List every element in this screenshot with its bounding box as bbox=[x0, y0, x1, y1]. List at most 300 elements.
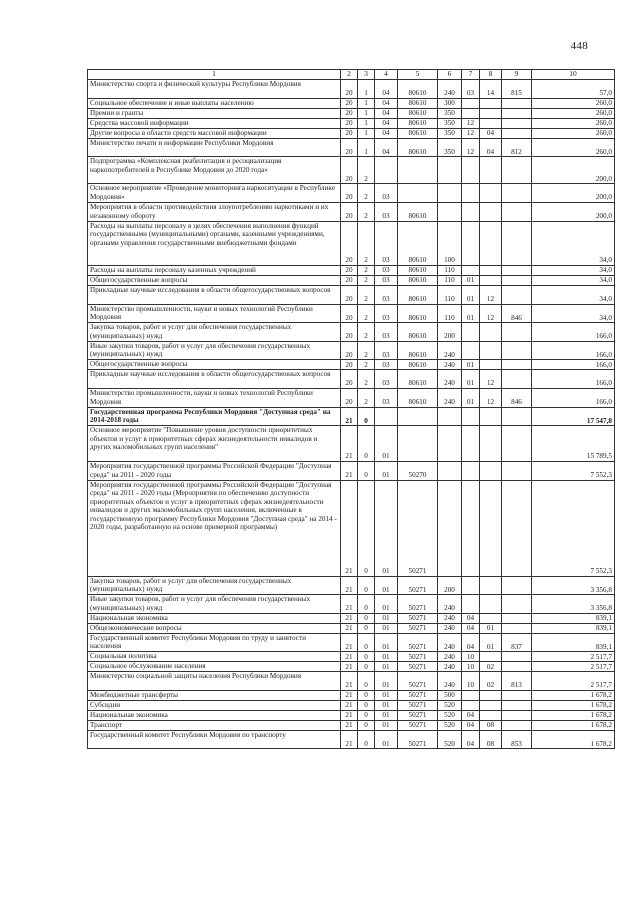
amount-cell: 200,0 bbox=[532, 157, 615, 184]
row-name-cell: Иные закупки товаров, работ и услуг для обеспечения государственных (муниципальных) нужд bbox=[88, 341, 341, 360]
code-cell-c4: 03 bbox=[375, 388, 398, 407]
code-cell-c9: 853 bbox=[502, 730, 532, 749]
code-cell-c4: 03 bbox=[375, 184, 398, 203]
column-header: 6 bbox=[438, 70, 462, 80]
code-cell-c9 bbox=[502, 108, 532, 118]
amount-cell: 57,0 bbox=[532, 80, 615, 99]
code-cell-c3: 2 bbox=[358, 275, 375, 285]
code-cell-c3: 2 bbox=[358, 184, 375, 203]
code-cell-c6: 240 bbox=[438, 595, 462, 614]
code-cell-c9 bbox=[502, 157, 532, 184]
code-cell-c9: 837 bbox=[502, 633, 532, 652]
code-cell-c5: 50271 bbox=[398, 480, 438, 576]
code-cell-c9: 813 bbox=[502, 672, 532, 691]
code-cell-c9: 812 bbox=[502, 138, 532, 157]
code-cell-c2: 20 bbox=[341, 304, 358, 323]
code-cell-c6: 110 bbox=[438, 304, 462, 323]
code-cell-c8 bbox=[480, 480, 502, 576]
code-cell-c3: 0 bbox=[358, 700, 375, 710]
code-cell-c6: 110 bbox=[438, 265, 462, 275]
code-cell-c2: 21 bbox=[341, 700, 358, 710]
code-cell-c4: 03 bbox=[375, 370, 398, 389]
table-row bbox=[88, 138, 615, 157]
code-cell-c7 bbox=[462, 157, 480, 184]
code-cell-c6 bbox=[438, 157, 462, 184]
code-cell-c2: 21 bbox=[341, 461, 358, 480]
code-cell-c4: 04 bbox=[375, 80, 398, 99]
code-cell-c4: 01 bbox=[375, 720, 398, 730]
code-cell-c8 bbox=[480, 275, 502, 285]
table-row bbox=[88, 108, 615, 118]
code-cell-c7: 12 bbox=[462, 118, 480, 128]
code-cell-c5: 50271 bbox=[398, 613, 438, 623]
table-row bbox=[88, 480, 615, 576]
code-cell-c7: 01 bbox=[462, 275, 480, 285]
code-cell-c8: 12 bbox=[480, 285, 502, 304]
code-cell-c2: 21 bbox=[341, 690, 358, 700]
code-cell-c3: 1 bbox=[358, 108, 375, 118]
row-name-cell: Расходы на выплаты персоналу казенных учреждений bbox=[88, 265, 341, 275]
code-cell-c3: 0 bbox=[358, 633, 375, 652]
table-row bbox=[88, 98, 615, 108]
row-name-cell: Прикладные научные исследования в области общегосударственных вопросов bbox=[88, 370, 341, 389]
table-row bbox=[88, 461, 615, 480]
code-cell-c8: 04 bbox=[480, 128, 502, 138]
code-cell-c4: 04 bbox=[375, 118, 398, 128]
code-cell-c9 bbox=[502, 265, 532, 275]
code-cell-c4: 03 bbox=[375, 360, 398, 370]
code-cell-c4: 01 bbox=[375, 652, 398, 662]
code-cell-c2: 21 bbox=[341, 480, 358, 576]
code-cell-c7 bbox=[462, 461, 480, 480]
code-cell-c6: 350 bbox=[438, 118, 462, 128]
code-cell-c2: 21 bbox=[341, 710, 358, 720]
code-cell-c5 bbox=[398, 407, 438, 426]
code-cell-c3: 0 bbox=[358, 672, 375, 691]
code-cell-c2: 20 bbox=[341, 157, 358, 184]
code-cell-c7 bbox=[462, 323, 480, 342]
code-cell-c3: 2 bbox=[358, 360, 375, 370]
code-cell-c7 bbox=[462, 480, 480, 576]
code-cell-c9 bbox=[502, 184, 532, 203]
code-cell-c5: 50271 bbox=[398, 700, 438, 710]
row-name-cell: Государственный комитет Республики Мордовия по транспорту bbox=[88, 730, 341, 749]
code-cell-c6: 500 bbox=[438, 690, 462, 700]
code-cell-c5: 80610 bbox=[398, 138, 438, 157]
code-cell-c8: 08 bbox=[480, 730, 502, 749]
budget-table bbox=[87, 69, 615, 749]
amount-cell: 15 789,5 bbox=[532, 426, 615, 462]
code-cell-c3: 0 bbox=[358, 426, 375, 462]
code-cell-c4 bbox=[375, 157, 398, 184]
row-name-cell: Мероприятия в области противодействия злоупотреблению наркотиками и их незаконному обороту bbox=[88, 202, 341, 221]
code-cell-c6: 240 bbox=[438, 341, 462, 360]
code-cell-c8 bbox=[480, 108, 502, 118]
code-cell-c3: 1 bbox=[358, 128, 375, 138]
code-cell-c6 bbox=[438, 461, 462, 480]
code-cell-c7 bbox=[462, 690, 480, 700]
column-header: 4 bbox=[375, 70, 398, 80]
code-cell-c5: 50271 bbox=[398, 652, 438, 662]
row-name-cell: Транспорт bbox=[88, 720, 341, 730]
code-cell-c4: 01 bbox=[375, 662, 398, 672]
amount-cell: 839,1 bbox=[532, 633, 615, 652]
code-cell-c6: 110 bbox=[438, 275, 462, 285]
amount-cell: 3 356,8 bbox=[532, 576, 615, 595]
code-cell-c4 bbox=[375, 407, 398, 426]
amount-cell: 34,0 bbox=[532, 304, 615, 323]
code-cell-c7 bbox=[462, 221, 480, 265]
code-cell-c6: 100 bbox=[438, 221, 462, 265]
table-body bbox=[88, 80, 615, 749]
code-cell-c4: 04 bbox=[375, 128, 398, 138]
code-cell-c9 bbox=[502, 710, 532, 720]
code-cell-c9 bbox=[502, 128, 532, 138]
code-cell-c3: 0 bbox=[358, 690, 375, 700]
code-cell-c3: 2 bbox=[358, 221, 375, 265]
code-cell-c8 bbox=[480, 576, 502, 595]
table-row bbox=[88, 407, 615, 426]
table-row bbox=[88, 323, 615, 342]
amount-cell: 260,0 bbox=[532, 108, 615, 118]
code-cell-c4: 01 bbox=[375, 480, 398, 576]
amount-cell: 1 678,2 bbox=[532, 720, 615, 730]
code-cell-c8: 12 bbox=[480, 370, 502, 389]
row-name-cell: Закупка товаров, работ и услуг для обеспечения государственных (муниципальных) нужд bbox=[88, 576, 341, 595]
code-cell-c8 bbox=[480, 157, 502, 184]
code-cell-c5: 80610 bbox=[398, 221, 438, 265]
code-cell-c7: 10 bbox=[462, 662, 480, 672]
row-name-cell: Закупка товаров, работ и услуг для обеспечения государственных (муниципальных) нужд bbox=[88, 323, 341, 342]
amount-cell: 2 517,7 bbox=[532, 662, 615, 672]
code-cell-c5 bbox=[398, 184, 438, 203]
code-cell-c7: 12 bbox=[462, 138, 480, 157]
code-cell-c4: 04 bbox=[375, 98, 398, 108]
row-name-cell: Прикладные научные исследования в области общегосударственных вопросов bbox=[88, 285, 341, 304]
table-row bbox=[88, 360, 615, 370]
code-cell-c2: 21 bbox=[341, 576, 358, 595]
code-cell-c8 bbox=[480, 690, 502, 700]
code-cell-c5: 80610 bbox=[398, 265, 438, 275]
amount-cell: 1 678,2 bbox=[532, 700, 615, 710]
row-name-cell: Мероприятия государственной программы Российской Федерации "Доступная среда" на 2011 - 2020 годы bbox=[88, 461, 341, 480]
code-cell-c5: 80610 bbox=[398, 323, 438, 342]
amount-cell: 1 678,2 bbox=[532, 690, 615, 700]
code-cell-c9 bbox=[502, 461, 532, 480]
column-header: 9 bbox=[502, 70, 532, 80]
code-cell-c7: 01 bbox=[462, 360, 480, 370]
amount-cell: 200,0 bbox=[532, 202, 615, 221]
code-cell-c6 bbox=[438, 426, 462, 462]
code-cell-c7: 04 bbox=[462, 623, 480, 633]
code-cell-c3: 1 bbox=[358, 80, 375, 99]
code-cell-c6: 240 bbox=[438, 388, 462, 407]
code-cell-c6: 520 bbox=[438, 730, 462, 749]
code-cell-c7 bbox=[462, 202, 480, 221]
code-cell-c8: 01 bbox=[480, 633, 502, 652]
code-cell-c5: 50271 bbox=[398, 633, 438, 652]
code-cell-c3: 1 bbox=[358, 118, 375, 128]
code-cell-c2: 20 bbox=[341, 118, 358, 128]
code-cell-c9 bbox=[502, 623, 532, 633]
amount-cell: 34,0 bbox=[532, 221, 615, 265]
code-cell-c5: 50270 bbox=[398, 461, 438, 480]
code-cell-c5: 80610 bbox=[398, 341, 438, 360]
code-cell-c6: 200 bbox=[438, 323, 462, 342]
code-cell-c4: 01 bbox=[375, 710, 398, 720]
code-cell-c8 bbox=[480, 98, 502, 108]
table-row bbox=[88, 265, 615, 275]
table-row bbox=[88, 613, 615, 623]
row-name-cell: Основное мероприятие «Проведение мониторинга наркоситуации в Республике Мордовия» bbox=[88, 184, 341, 203]
table-row bbox=[88, 720, 615, 730]
page-number: 448 bbox=[570, 40, 588, 52]
code-cell-c8 bbox=[480, 461, 502, 480]
code-cell-c6: 110 bbox=[438, 285, 462, 304]
row-name-cell: Расходы на выплаты персоналу в целях обеспечения выполнения функций государственными (муниципальными) органами, казенными учреждениями, органами управления государственными внебюджетными фондами bbox=[88, 221, 341, 265]
code-cell-c6 bbox=[438, 184, 462, 203]
amount-cell: 839,1 bbox=[532, 623, 615, 633]
amount-cell: 166,0 bbox=[532, 370, 615, 389]
amount-cell: 7 552,3 bbox=[532, 461, 615, 480]
code-cell-c6: 240 bbox=[438, 80, 462, 99]
code-cell-c7: 01 bbox=[462, 285, 480, 304]
row-name-cell: Иные закупки товаров, работ и услуг для обеспечения государственных (муниципальных) нужд bbox=[88, 595, 341, 614]
code-cell-c3: 2 bbox=[358, 341, 375, 360]
code-cell-c4: 03 bbox=[375, 275, 398, 285]
table-row bbox=[88, 576, 615, 595]
amount-cell: 166,0 bbox=[532, 388, 615, 407]
code-cell-c8 bbox=[480, 360, 502, 370]
code-cell-c5: 80610 bbox=[398, 80, 438, 99]
code-cell-c4: 01 bbox=[375, 613, 398, 623]
code-cell-c6: 240 bbox=[438, 652, 462, 662]
code-cell-c5: 50271 bbox=[398, 623, 438, 633]
code-cell-c3: 0 bbox=[358, 623, 375, 633]
code-cell-c4: 03 bbox=[375, 221, 398, 265]
code-cell-c6: 240 bbox=[438, 662, 462, 672]
code-cell-c5: 50271 bbox=[398, 672, 438, 691]
code-cell-c2: 20 bbox=[341, 221, 358, 265]
table-row bbox=[88, 426, 615, 462]
code-cell-c2: 20 bbox=[341, 370, 358, 389]
code-cell-c9 bbox=[502, 662, 532, 672]
code-cell-c4: 04 bbox=[375, 138, 398, 157]
table-row bbox=[88, 662, 615, 672]
row-name-cell: Средства массовой информации bbox=[88, 118, 341, 128]
code-cell-c6: 520 bbox=[438, 710, 462, 720]
code-cell-c7: 01 bbox=[462, 304, 480, 323]
code-cell-c5: 50271 bbox=[398, 662, 438, 672]
code-cell-c8 bbox=[480, 118, 502, 128]
code-cell-c6: 300 bbox=[438, 98, 462, 108]
code-cell-c3: 0 bbox=[358, 710, 375, 720]
code-cell-c7: 01 bbox=[462, 388, 480, 407]
code-cell-c7 bbox=[462, 576, 480, 595]
code-cell-c2: 21 bbox=[341, 595, 358, 614]
code-cell-c3: 1 bbox=[358, 98, 375, 108]
row-name-cell: Национальная экономика bbox=[88, 613, 341, 623]
code-cell-c2: 21 bbox=[341, 633, 358, 652]
code-cell-c3: 0 bbox=[358, 461, 375, 480]
amount-cell: 260,0 bbox=[532, 98, 615, 108]
code-cell-c2: 20 bbox=[341, 138, 358, 157]
code-cell-c6 bbox=[438, 480, 462, 576]
code-cell-c9 bbox=[502, 690, 532, 700]
code-cell-c9 bbox=[502, 370, 532, 389]
code-cell-c8 bbox=[480, 700, 502, 710]
code-cell-c2: 20 bbox=[341, 184, 358, 203]
code-cell-c9 bbox=[502, 341, 532, 360]
code-cell-c7 bbox=[462, 108, 480, 118]
code-cell-c6: 520 bbox=[438, 720, 462, 730]
column-header: 10 bbox=[532, 70, 615, 80]
code-cell-c9 bbox=[502, 576, 532, 595]
code-cell-c9 bbox=[502, 652, 532, 662]
code-cell-c9 bbox=[502, 360, 532, 370]
amount-cell: 2 517,7 bbox=[532, 652, 615, 662]
row-name-cell: Социальное обслуживание населения bbox=[88, 662, 341, 672]
code-cell-c9 bbox=[502, 275, 532, 285]
code-cell-c8 bbox=[480, 323, 502, 342]
code-cell-c3: 0 bbox=[358, 595, 375, 614]
code-cell-c8: 04 bbox=[480, 138, 502, 157]
code-cell-c2: 21 bbox=[341, 623, 358, 633]
row-name-cell: Премии и гранты bbox=[88, 108, 341, 118]
code-cell-c2: 20 bbox=[341, 128, 358, 138]
table-row bbox=[88, 710, 615, 720]
row-name-cell: Мероприятия государственной программы Российской Федерации "Доступная среда" на 2011 - 2020 годы (Мероприятия по обеспечению доступности приоритетных объектов и услуг в приоритетных сферах жизнедеятельности инвалидов и других маломобильных групп населения, включенные в государственную программу Республики Мордовия "Доступная среда" на 2014 - 2020 годы, разработанную на основе примерной программы) bbox=[88, 480, 341, 576]
code-cell-c3: 2 bbox=[358, 202, 375, 221]
code-cell-c7: 04 bbox=[462, 633, 480, 652]
table-row bbox=[88, 370, 615, 389]
code-cell-c4: 01 bbox=[375, 576, 398, 595]
code-cell-c4: 01 bbox=[375, 633, 398, 652]
code-cell-c4: 03 bbox=[375, 285, 398, 304]
code-cell-c7 bbox=[462, 341, 480, 360]
amount-cell: 166,0 bbox=[532, 341, 615, 360]
code-cell-c5: 80610 bbox=[398, 285, 438, 304]
table-row bbox=[88, 700, 615, 710]
code-cell-c6: 350 bbox=[438, 138, 462, 157]
code-cell-c9 bbox=[502, 118, 532, 128]
amount-cell: 3 356,8 bbox=[532, 595, 615, 614]
code-cell-c5: 50271 bbox=[398, 730, 438, 749]
code-cell-c7: 01 bbox=[462, 370, 480, 389]
code-cell-c7 bbox=[462, 407, 480, 426]
row-name-cell: Субсидии bbox=[88, 700, 341, 710]
column-header: 5 bbox=[398, 70, 438, 80]
code-cell-c3: 2 bbox=[358, 285, 375, 304]
code-cell-c7: 12 bbox=[462, 128, 480, 138]
table-row bbox=[88, 633, 615, 652]
amount-cell: 166,0 bbox=[532, 360, 615, 370]
table-row bbox=[88, 652, 615, 662]
code-cell-c2: 20 bbox=[341, 108, 358, 118]
row-name-cell: Государственная программа Республики Мордовия "Доступная среда" на 2014-2018 годы bbox=[88, 407, 341, 426]
code-cell-c2: 20 bbox=[341, 285, 358, 304]
table-row bbox=[88, 221, 615, 265]
code-cell-c5 bbox=[398, 157, 438, 184]
code-cell-c7 bbox=[462, 595, 480, 614]
code-cell-c2: 20 bbox=[341, 341, 358, 360]
code-cell-c8: 01 bbox=[480, 623, 502, 633]
code-cell-c9 bbox=[502, 285, 532, 304]
code-cell-c7 bbox=[462, 98, 480, 108]
table-row bbox=[88, 80, 615, 99]
code-cell-c5: 50271 bbox=[398, 710, 438, 720]
table-header-row bbox=[88, 70, 615, 80]
code-cell-c3: 0 bbox=[358, 652, 375, 662]
amount-cell: 34,0 bbox=[532, 285, 615, 304]
code-cell-c3: 2 bbox=[358, 265, 375, 275]
table-row bbox=[88, 128, 615, 138]
code-cell-c7: 04 bbox=[462, 720, 480, 730]
code-cell-c6: 350 bbox=[438, 108, 462, 118]
code-cell-c2: 20 bbox=[341, 265, 358, 275]
code-cell-c9: 846 bbox=[502, 388, 532, 407]
code-cell-c9 bbox=[502, 426, 532, 462]
code-cell-c7: 04 bbox=[462, 613, 480, 623]
code-cell-c6: 350 bbox=[438, 128, 462, 138]
code-cell-c6: 240 bbox=[438, 360, 462, 370]
code-cell-c6: 520 bbox=[438, 700, 462, 710]
code-cell-c8 bbox=[480, 652, 502, 662]
code-cell-c6: 240 bbox=[438, 672, 462, 691]
row-name-cell: Основное мероприятие "Повышение уровня доступности приоритетных объектов и услуг в приоритетных сферах жизнедеятельности инвалидов и других маломобильных групп населения" bbox=[88, 426, 341, 462]
code-cell-c3: 2 bbox=[358, 370, 375, 389]
amount-cell: 260,0 bbox=[532, 118, 615, 128]
column-header: 7 bbox=[462, 70, 480, 80]
code-cell-c2: 21 bbox=[341, 720, 358, 730]
code-cell-c3: 0 bbox=[358, 407, 375, 426]
table-row bbox=[88, 595, 615, 614]
code-cell-c5: 80610 bbox=[398, 388, 438, 407]
code-cell-c7: 04 bbox=[462, 710, 480, 720]
code-cell-c5: 80610 bbox=[398, 304, 438, 323]
code-cell-c3: 0 bbox=[358, 480, 375, 576]
code-cell-c6: 240 bbox=[438, 623, 462, 633]
code-cell-c4: 01 bbox=[375, 595, 398, 614]
row-name-cell: Социальное обеспечение и иные выплаты населению bbox=[88, 98, 341, 108]
table-row bbox=[88, 285, 615, 304]
table-row bbox=[88, 690, 615, 700]
code-cell-c3: 0 bbox=[358, 720, 375, 730]
code-cell-c4: 03 bbox=[375, 341, 398, 360]
code-cell-c9 bbox=[502, 98, 532, 108]
code-cell-c2: 21 bbox=[341, 407, 358, 426]
code-cell-c3: 0 bbox=[358, 730, 375, 749]
amount-cell: 1 678,2 bbox=[532, 730, 615, 749]
code-cell-c3: 0 bbox=[358, 576, 375, 595]
column-header: 3 bbox=[358, 70, 375, 80]
code-cell-c9 bbox=[502, 595, 532, 614]
column-header: 2 bbox=[341, 70, 358, 80]
row-name-cell: Межбюджетные трансферты bbox=[88, 690, 341, 700]
code-cell-c9 bbox=[502, 720, 532, 730]
code-cell-c3: 2 bbox=[358, 323, 375, 342]
table-row bbox=[88, 341, 615, 360]
code-cell-c8 bbox=[480, 613, 502, 623]
row-name-cell: Подпрограмма «Комплексная реабилитация и ресоциализация наркопотребителей в Республике Мордовия до 2020 года» bbox=[88, 157, 341, 184]
code-cell-c9 bbox=[502, 323, 532, 342]
row-name-cell: Национальная экономика bbox=[88, 710, 341, 720]
code-cell-c5: 50271 bbox=[398, 690, 438, 700]
code-cell-c7: 10 bbox=[462, 652, 480, 662]
code-cell-c8 bbox=[480, 710, 502, 720]
table-row bbox=[88, 275, 615, 285]
code-cell-c8: 12 bbox=[480, 388, 502, 407]
